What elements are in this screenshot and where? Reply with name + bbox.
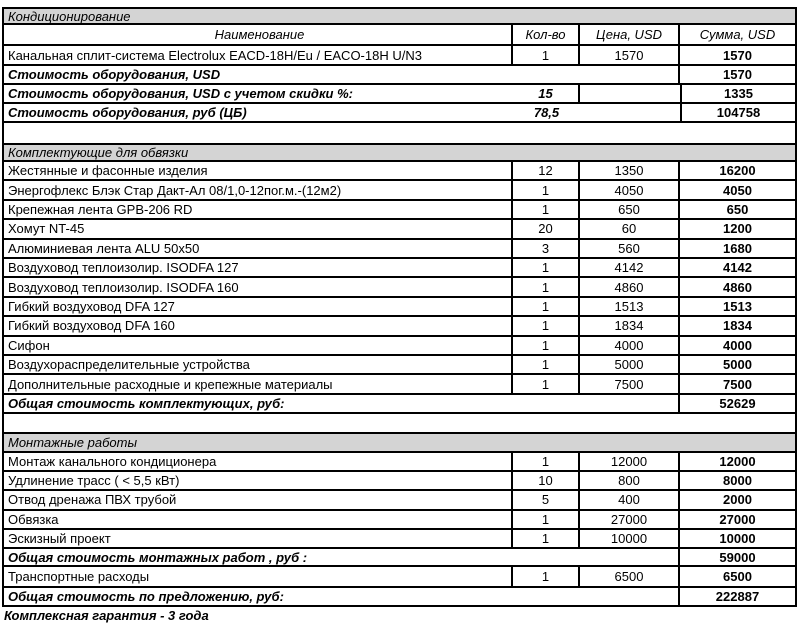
equipment-cost-discount	[2, 85, 797, 104]
total-value: 52629	[680, 395, 797, 414]
row-price: 1513	[580, 298, 680, 317]
table-row	[2, 453, 797, 472]
row-qty: 1	[513, 317, 580, 336]
transport-row	[2, 567, 797, 588]
header-sum: Сумма, USD	[680, 25, 797, 46]
row-name: Воздуховод теплоизолир. ISODFA 160	[2, 278, 513, 297]
row-qty: 3	[513, 240, 580, 259]
row-sum: 1834	[680, 317, 797, 336]
table-row	[2, 162, 797, 181]
row-sum: 8000	[680, 472, 797, 491]
table-row	[2, 46, 797, 66]
row-name: Крепежная лента GPB-206 RD	[2, 201, 513, 220]
row-name: Дополнительные расходные и крепежные материалы	[2, 375, 513, 394]
row-price: 27000	[580, 511, 680, 530]
row-name: Эскизный проект	[2, 530, 513, 549]
header-qty: Кол-во	[513, 25, 580, 46]
row-qty: 1	[513, 453, 580, 472]
equipment-cost-usd	[2, 66, 797, 85]
row-sum: 7500	[680, 375, 797, 394]
section-title: Монтажные работы	[2, 434, 797, 453]
total-label: Стоимость оборудования, USD с учетом скидки %:	[2, 85, 513, 104]
row-name: Гибкий воздуховод DFA 127	[2, 298, 513, 317]
row-sum: 650	[680, 201, 797, 220]
table-row	[2, 491, 797, 510]
table-row	[2, 472, 797, 491]
row-sum: 27000	[680, 511, 797, 530]
header-price: Цена, USD	[580, 25, 680, 46]
section-title: Кондиционирование	[2, 9, 797, 25]
total-value: 59000	[680, 549, 797, 567]
gap-cell	[2, 414, 797, 434]
row-name: Обвязка	[2, 511, 513, 530]
row-price: 60	[580, 220, 680, 239]
row-sum: 1680	[680, 240, 797, 259]
total-value: 222887	[680, 588, 797, 607]
table-row	[2, 511, 797, 530]
row-name: Энергофлекс Блэк Стар Дакт-Ал 08/1,0-12пог.м.-(12м2)	[2, 181, 513, 200]
installation-total	[2, 549, 797, 567]
discount-percent: 15	[513, 85, 580, 104]
table-row	[2, 356, 797, 375]
section-gap	[2, 123, 797, 145]
section-gap	[2, 414, 797, 434]
row-sum: 1513	[680, 298, 797, 317]
row-price: 5000	[580, 356, 680, 375]
row-qty: 1	[513, 46, 580, 66]
row-sum: 5000	[680, 356, 797, 375]
row-sum: 6500	[680, 567, 797, 588]
row-qty: 1	[513, 511, 580, 530]
row-qty: 1	[513, 201, 580, 220]
row-qty: 1	[513, 375, 580, 394]
total-label: Стоимость оборудования, руб (ЦБ)	[2, 104, 513, 123]
row-sum: 16200	[680, 162, 797, 181]
exchange-rate: 78,5	[513, 104, 580, 123]
table-row	[2, 375, 797, 394]
gap-cell	[2, 123, 797, 145]
warranty-note: Комплексная гарантия - 3 года	[4, 608, 209, 623]
row-name: Отвод дренажа ПВХ трубой	[2, 491, 513, 510]
row-price: 4000	[580, 337, 680, 356]
table-header	[2, 25, 797, 46]
row-sum: 4000	[680, 337, 797, 356]
empty-cell	[580, 104, 680, 123]
row-sum: 4050	[680, 181, 797, 200]
row-qty: 10	[513, 472, 580, 491]
table-row	[2, 317, 797, 336]
section-components	[2, 145, 797, 162]
row-qty: 1	[513, 181, 580, 200]
components-total	[2, 395, 797, 414]
total-label: Общая стоимость комплектующих, руб:	[2, 395, 680, 414]
total-value: 1335	[680, 85, 797, 104]
row-name: Транспортные расходы	[2, 567, 513, 588]
row-price: 4860	[580, 278, 680, 297]
table-row	[2, 337, 797, 356]
table-row	[2, 240, 797, 259]
total-label: Стоимость оборудования, USD	[2, 66, 680, 85]
row-name: Канальная сплит-система Electrolux EACD-18H/Eu / EACO-18H U/N3	[2, 46, 513, 66]
row-qty: 1	[513, 337, 580, 356]
table-row	[2, 181, 797, 200]
row-sum: 2000	[680, 491, 797, 510]
row-price: 560	[580, 240, 680, 259]
row-price: 4142	[580, 259, 680, 278]
row-price: 1834	[580, 317, 680, 336]
table-row	[2, 530, 797, 549]
row-qty: 1	[513, 356, 580, 375]
total-label: Общая стоимость монтажных работ , руб :	[2, 549, 680, 567]
row-name: Воздуховод теплоизолир. ISODFA 127	[2, 259, 513, 278]
row-name: Алюминиевая лента ALU 50x50	[2, 240, 513, 259]
row-price: 1570	[580, 46, 680, 66]
row-price: 650	[580, 201, 680, 220]
row-price: 12000	[580, 453, 680, 472]
row-qty: 20	[513, 220, 580, 239]
row-sum: 1200	[680, 220, 797, 239]
row-price: 800	[580, 472, 680, 491]
row-name: Сифон	[2, 337, 513, 356]
empty-cell	[580, 85, 680, 104]
row-price: 4050	[580, 181, 680, 200]
row-qty: 1	[513, 567, 580, 588]
section-title: Комплектующие для обвязки	[2, 145, 797, 162]
row-sum: 12000	[680, 453, 797, 472]
header-name: Наименование	[2, 25, 513, 46]
total-label: Общая стоимость по предложению, руб:	[2, 588, 680, 607]
row-qty: 1	[513, 278, 580, 297]
row-price: 10000	[580, 530, 680, 549]
table-row	[2, 220, 797, 239]
row-sum: 4860	[680, 278, 797, 297]
section-conditioning	[2, 7, 797, 25]
table-row	[2, 201, 797, 220]
equipment-cost-rub	[2, 104, 797, 123]
row-qty: 1	[513, 530, 580, 549]
row-qty: 1	[513, 259, 580, 278]
grand-total	[2, 588, 797, 607]
table-row	[2, 278, 797, 297]
row-name: Монтаж канального кондиционера	[2, 453, 513, 472]
row-sum: 10000	[680, 530, 797, 549]
row-price: 6500	[580, 567, 680, 588]
row-name: Воздухораспределительные устройства	[2, 356, 513, 375]
row-qty: 12	[513, 162, 580, 181]
total-value: 104758	[680, 104, 797, 123]
row-sum: 1570	[680, 46, 797, 66]
row-price: 1350	[580, 162, 680, 181]
row-name: Хомут NT-45	[2, 220, 513, 239]
row-name: Удлинение трасс ( < 5,5 кВт)	[2, 472, 513, 491]
section-installation	[2, 434, 797, 453]
row-sum: 4142	[680, 259, 797, 278]
row-price: 7500	[580, 375, 680, 394]
row-name: Жестянные и фасонные изделия	[2, 162, 513, 181]
total-value: 1570	[680, 66, 797, 85]
row-qty: 5	[513, 491, 580, 510]
table-row	[2, 259, 797, 278]
row-price: 400	[580, 491, 680, 510]
table-row	[2, 298, 797, 317]
row-qty: 1	[513, 298, 580, 317]
row-name: Гибкий воздуховод DFA 160	[2, 317, 513, 336]
